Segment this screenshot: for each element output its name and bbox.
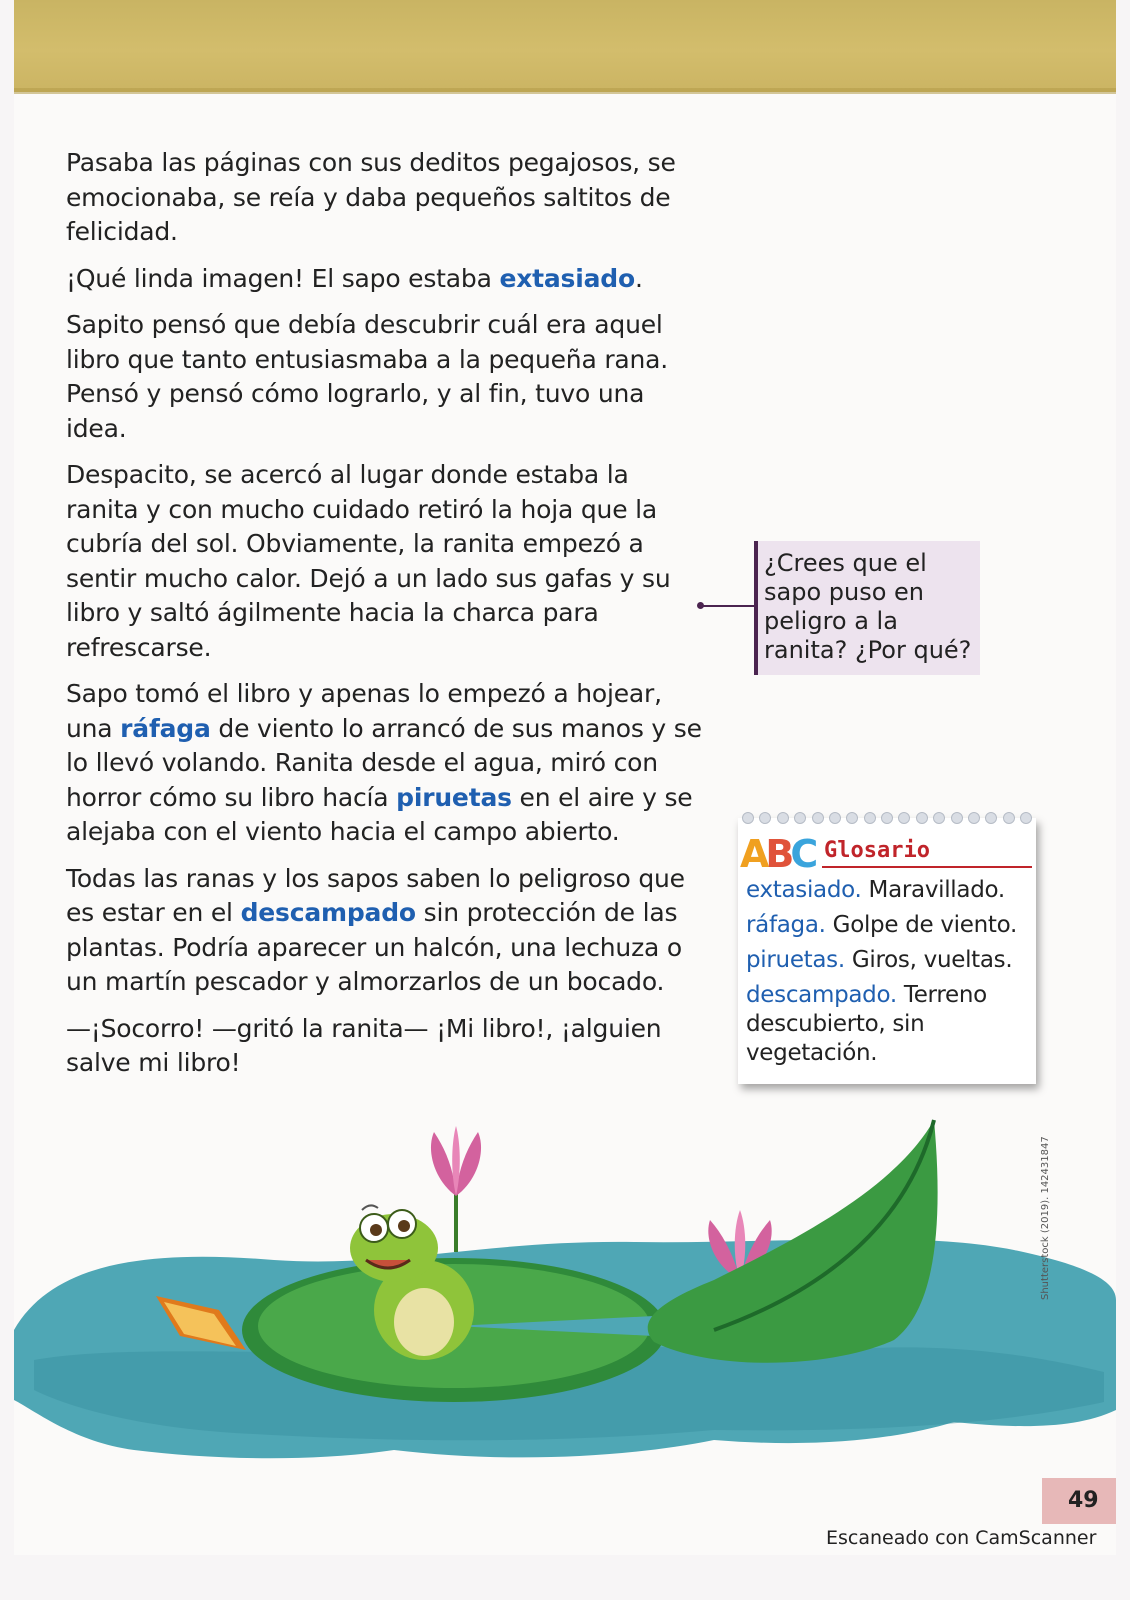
story-text — [66, 146, 706, 1093]
glossary-list — [746, 876, 1031, 1074]
story-paragraph-1: Pasaba las páginas con sus deditos pegajosos, se emocionaba, se reía y daba pequeños saltitos de felicidad. — [66, 148, 676, 246]
question-box: ¿Crees que el sapo puso en peligro a la ranita? ¿Por qué? — [754, 541, 980, 675]
story-paragraph-3: Sapito pensó que debía descubrir cuál era aquel libro que tanto entusiasmaba a la pequeña rana. Pensó y pensó cómo lograrlo, y al fin, tuvo una idea. — [66, 310, 669, 443]
story-paragraph-6: Todas las ranas y los sapos saben lo peligroso que es estar en el descampado sin protección de las plantas. Podría aparecer un halcón, una lechuza o un martín pescador y almorzarlos de un bocado. — [66, 863, 685, 996]
glossary-entry: descampado. Terreno descubierto, sin vegetación. — [746, 982, 987, 1066]
story-paragraph-7: —¡Socorro! —gritó la ranita— ¡Mi libro!, ¡alguien salve mi libro! — [66, 1013, 662, 1077]
abc-icon: ABC — [740, 832, 815, 876]
water-lily-flower-left — [431, 1126, 481, 1252]
story-paragraph-4: Despacito, se acercó al lugar donde estaba la ranita y con mucho cuidado retiró la hoja que la cubría del sol. Obviamente, la ranita empezó a sentir mucho calor. Dejó a un lado sus gafas y su libro y saltó ágilmente hacia la charca para refrescarse. — [66, 460, 671, 662]
story-paragraph-5: Sapo tomó el libro y apenas lo empezó a hojear, una ráfaga de viento lo arrancó de sus manos y se lo llevó volando. Ranita desde el agua, miró con horror cómo su libro hacía piruetas en el aire y se alejaba con el viento hacia el campo abierto. — [66, 679, 702, 846]
image-credit: Shutterstock (2019). 142431847 — [1040, 1136, 1051, 1300]
glossary-word-rafaga: ráfaga — [120, 713, 211, 743]
glossary-title-rule — [822, 866, 1032, 868]
glossary-word-piruetas: piruetas — [396, 782, 512, 812]
notebook-spiral — [742, 812, 1032, 826]
glossary-entry: extasiado. Maravillado. — [746, 877, 1005, 903]
curled-leaf — [648, 1120, 938, 1363]
question-connector-line — [700, 605, 754, 607]
story-paragraph-2: ¡Qué linda imagen! El sapo estaba extasiado. — [66, 263, 643, 293]
glossary-title: Glosario — [824, 838, 930, 863]
pond-illustration — [14, 1110, 1116, 1530]
page-number: 49 — [1068, 1488, 1099, 1513]
glossary-word-extasiado: extasiado — [499, 263, 635, 293]
glossary-word-descampado: descampado — [240, 898, 416, 927]
scanner-footer: Escaneado con CamScanner — [826, 1527, 1097, 1549]
header-band — [14, 0, 1116, 92]
glossary-card — [738, 818, 1036, 1084]
glossary-entry: ráfaga. Golpe de viento. — [746, 912, 1017, 938]
glossary-entry: piruetas. Giros, vueltas. — [746, 947, 1013, 973]
header-band-edge — [14, 88, 1116, 94]
